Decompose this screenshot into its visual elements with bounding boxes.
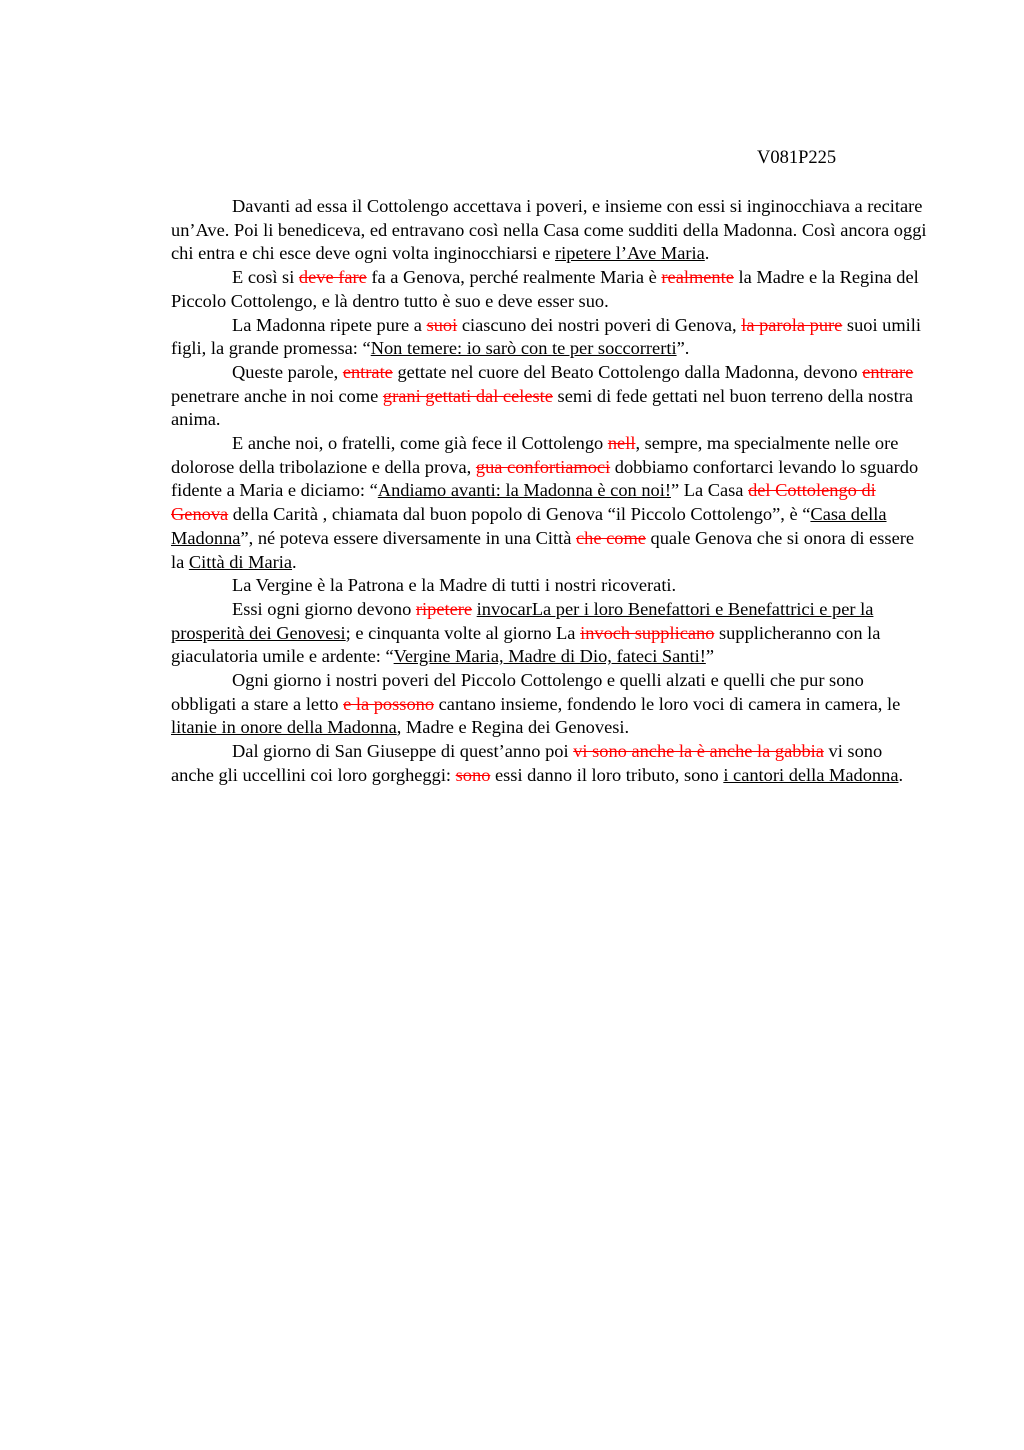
- underlined-text: Città di Maria: [188, 551, 293, 572]
- deleted-text: invoch supplicano: [580, 622, 715, 643]
- text-run: E anche noi, o fratelli, come già fece il Cottolengo: [232, 433, 608, 454]
- page-code: V081P225: [757, 148, 837, 168]
- deleted-text: nell: [607, 433, 636, 454]
- text-run: ” La Casa: [670, 480, 749, 501]
- underlined-text: Andiamo avanti: la Madonna è con noi!: [377, 480, 671, 501]
- deleted-text: vi sono anche la è anche la gabbia: [573, 741, 824, 762]
- deleted-text: entrate: [342, 361, 393, 382]
- text-run: .: [898, 764, 904, 785]
- text-run: supplicheranno con la giaculatoria umile e ardente: “: [171, 622, 881, 667]
- deleted-text: ripetere: [415, 598, 473, 619]
- underlined-text: i cantori della Madonna: [723, 764, 899, 785]
- paragraph: [171, 195, 929, 266]
- text-run: Essi ogni giorno devono: [232, 598, 416, 619]
- text-run: penetrare anche in noi come: [171, 385, 383, 406]
- text-run: ”, né poteva essere diversamente in una Città: [240, 527, 576, 548]
- deleted-text: grani gettati dal celeste: [382, 385, 553, 406]
- deleted-text: e la possono: [343, 693, 435, 714]
- text-run: essi danno il loro tributo, sono: [490, 764, 724, 785]
- paragraph: [171, 266, 929, 313]
- text-run: E così si: [232, 267, 299, 288]
- paragraph: [171, 669, 929, 740]
- paragraph: [171, 574, 929, 598]
- deleted-text: deve fare: [298, 267, 367, 288]
- text-run: La Madonna ripete pure a: [232, 314, 427, 335]
- underlined-text: Non temere: io sarò con te per soccorrerti: [370, 338, 677, 359]
- deleted-text: del Cottolengo di Genova: [171, 480, 876, 525]
- text-run: fa a Genova, perché realmente Maria è: [366, 267, 662, 288]
- text-run: cantano insieme, fondendo le loro voci di camera in camera, le: [434, 693, 901, 714]
- deleted-text: che come: [575, 527, 646, 548]
- deleted-text: suoi: [426, 314, 458, 335]
- text-run: Dal giorno di San Giuseppe di quest’anno poi: [232, 741, 574, 762]
- underlined-text: invocarLa per i loro Benefattori e Benefattrici e per la prosperità dei Genovesi: [171, 598, 874, 643]
- text-run: .: [704, 243, 710, 264]
- paragraph: [171, 432, 929, 574]
- underlined-text: Vergine Maria, Madre di Dio, fateci Santi!: [393, 646, 706, 667]
- paragraph: [171, 740, 929, 787]
- text-run: .: [292, 551, 297, 572]
- paragraph: [171, 314, 929, 361]
- paragraph: [171, 598, 929, 669]
- deleted-text: realmente: [661, 267, 734, 288]
- text-run: Ogni giorno i nostri poveri del Piccolo Cottolengo e quelli alzati e quelli che pur sono obbligati a stare a letto: [171, 670, 864, 714]
- text-run: quale Genova che si onora di essere la: [171, 527, 915, 572]
- text-run: della Carità , chiamata dal buon popolo di Genova “il Piccolo Cottolengo”, è “: [228, 504, 811, 525]
- text-run: La Vergine è la Patrona e la Madre di tutti i nostri ricoverati.: [232, 575, 677, 596]
- text-run: la Madre e la Regina del Piccolo Cottolengo, e là dentro tutto è suo e deve esser suo.: [171, 267, 919, 311]
- underlined-text: litanie in onore della Madonna: [171, 717, 397, 738]
- deleted-text: gua confortiamoci: [475, 456, 611, 477]
- text-run: Queste parole,: [232, 361, 343, 382]
- text-run: vi sono anche gli uccellini coi loro gorgheggi:: [171, 741, 883, 785]
- deleted-text: la parola pure: [741, 314, 843, 335]
- underlined-text: ripetere l’Ave Maria: [555, 243, 705, 264]
- text-run: gettate nel cuore del Beato Cottolengo dalla Madonna, devono: [392, 361, 863, 382]
- text-run: suoi umili figli, la grande promessa: “: [171, 314, 921, 359]
- document-body: [171, 195, 929, 788]
- text-run: , sempre, ma specialmente nelle ore dolorose della tribolazione e della prova,: [171, 433, 899, 477]
- text-run: ciascuno dei nostri poveri di Genova,: [457, 314, 742, 335]
- text-run: Davanti ad essa il Cottolengo accettava i poveri, e insieme con essi si inginocchiava a recitare un’Ave. Poi li benediceva, ed entravano così nella Casa come sudditi della Madonna. Così ancora oggi chi entra e chi esce deve ogni volta inginocchiarsi e: [171, 196, 927, 264]
- text-run: semi di fede gettati nel buon terreno della nostra anima.: [171, 385, 913, 430]
- deleted-text: sono: [455, 764, 491, 785]
- text-run: ”.: [676, 338, 690, 359]
- text-run: ”: [705, 646, 714, 667]
- paragraph: [171, 361, 929, 432]
- text-run: , Madre e Regina dei Genovesi.: [396, 717, 630, 738]
- underlined-text: Casa della Madonna: [171, 504, 887, 548]
- text-run: ; e cinquanta volte al giorno La: [345, 622, 581, 643]
- text-run: dobbiamo confortarci levando lo sguardo fidente a Maria e diciamo: “: [171, 456, 919, 501]
- deleted-text: entrare: [862, 361, 914, 382]
